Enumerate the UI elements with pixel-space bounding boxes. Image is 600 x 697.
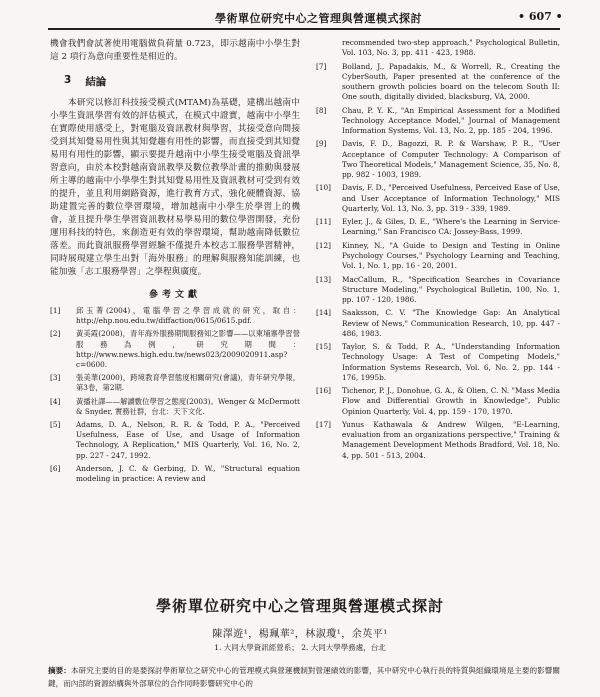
reference-item <box>50 306 300 326</box>
reference-number: [12] <box>316 240 331 250</box>
reference-number: [14] <box>316 308 331 318</box>
reference-item <box>316 275 560 306</box>
reference-text: recommended two-step approach," Psychological Bulletin, Vol. 103, No. 3, pp. 411 - 423, 1988. <box>342 38 560 58</box>
reference-text: Tichenor, P. J., Donohue, G. A., & Olien, C. N. "Mass Media Flow and Differential Growth in Knowledge", Public Opinion Quarterly, Vol. 4, pp. 159 - 170, 1970. <box>342 386 560 416</box>
reference-number: [4] <box>50 396 61 406</box>
reference-item <box>50 329 300 370</box>
abstract <box>48 664 560 690</box>
reference-number: [9] <box>316 139 327 149</box>
reference-text: Davis, F. D., "Perceived Usefulness, Perceived Ease of Use, and User Acceptance of Information Technology," MIS Quarterly, Vol. 13, No. 3, pp. 319 - 339, 1989. <box>342 183 560 213</box>
reference-number: [17] <box>316 419 331 429</box>
reference-item <box>50 420 300 461</box>
reference-text: Anderson, J. C. & Gerbing, D. W., "Structural equation modeling in practice: A review and <box>76 463 300 484</box>
reference-number: [7] <box>316 61 327 71</box>
reference-number: [6] <box>50 463 61 473</box>
right-column <box>316 38 560 464</box>
reference-text: 黃美霞(2008)，青年海外服務期間服務知之影響——以柬埔寨學習營服務為例，研究期間：http://www.news.high.edu.tw/news023/2009020911.asp?c=0600. <box>76 329 300 370</box>
reference-item <box>316 342 560 383</box>
abstract-text: 本研究主要的目的是要探討學術單位之研究中心的管理模式與營運機制對營運績效的影響，其中研究中心執行長的特質與組織環境是主要的影響關鍵，而內部的資源結構與外部單位的合作同時影響研究中心的 <box>48 666 561 688</box>
reference-item <box>50 373 300 393</box>
reference-number: [16] <box>316 386 331 396</box>
reference-number: [8] <box>316 105 327 115</box>
references-heading: 參考文獻 <box>148 290 201 300</box>
reference-item <box>316 241 560 272</box>
reference-item <box>50 397 300 417</box>
reference-text: Chau, P. Y. K., "An Empirical Assessment for a Modified Technology Acceptance Model," Journal of Management Information Systems, Vol. 13, No. 2, pp. 185 - 204, 1996. <box>342 105 560 135</box>
reference-text: Kinney, N., "A Guide to Design and Testing in Online Psychology Courses," Psychology Learning and Teaching, Vol. 1, No. 1, pp. 16 - 20, 2001. <box>342 240 560 271</box>
reference-item <box>50 464 300 484</box>
reference-item <box>316 217 560 237</box>
page-number: • 607 • <box>518 10 563 23</box>
reference-text: Taylor, S. & Todd, P. A., "Understanding Information Technology Usage: A Test of Competing Models," Information Systems Research, Vol. 6, No. 2, pp. 144 - 176, 1995b. <box>342 342 560 382</box>
reference-item <box>316 38 560 58</box>
header-rule <box>48 28 560 30</box>
section-number: 3 <box>64 74 72 86</box>
reference-text: 張美華(2000)，跨境教育學習態度相關研究(會議)，青年研究學報，第3卷，第2期. <box>76 373 300 393</box>
reference-text: Davis, F. D., Bagozzi, R. P. & Warshaw, P. R., "User Acceptance of Computer Technology: A Comparison of Two Theoretical Models," Management Science, 35, No. 8, pp. 982 - 1003, 1989. <box>342 139 560 179</box>
reference-text: Yunus Kathawala & Andrew Wilgen, "E-Learning, evaluation from an organizations perspective," Training & Management Development Methods Bradford, Vol. 18, No. 4, pp. 501 - 513, 2004. <box>342 419 560 460</box>
reference-number: [3] <box>50 373 61 383</box>
reference-item <box>316 139 560 180</box>
reference-number: [11] <box>316 217 331 227</box>
reference-text: Saaksson, C. V. "The Knowledge Gap: An Analytical Review of News," Communication Research, 10, pp. 447 - 486, 1983. <box>342 308 560 338</box>
reference-number: [10] <box>316 183 331 193</box>
reference-list-left <box>50 306 300 484</box>
affiliations: 1. 大同大學資訊經營系； 2. 大同大學學務處，台北 <box>214 643 386 652</box>
reference-number: [2] <box>50 329 61 339</box>
section-title: 結論 <box>85 76 107 88</box>
intro-paragraph: 機會我們會試著使用電腦做負荷量 0.723，即示越南中小學生對這 2 項行為意向重要性是相近的。 <box>50 39 300 62</box>
reference-item <box>316 420 560 461</box>
reference-number <box>316 38 342 58</box>
article-title: 學術單位研究中心之管理與營運模式探討 <box>155 597 444 615</box>
left-column <box>50 38 300 487</box>
reference-item <box>316 183 560 214</box>
reference-text: 邱玉菁(2004)，電腦學習之學習成就的研究，取自：http://ehp.nou.edu.tw/diffaction/0615/0615.pdf. <box>76 306 300 326</box>
reference-list-right <box>316 38 560 461</box>
author-list: 陳澤遊¹，楊珮華²，林淑瓊¹，余英平¹ <box>212 629 388 640</box>
reference-number: [5] <box>50 420 61 430</box>
reference-number: [15] <box>316 342 331 352</box>
conclusion-paragraph: 本研究以修訂科技接受模式(MTAM)為基礎，建構出越南中小學生資訊學習有效的評估模式，在模式中證實，越南中小學生在實際使用感受上，對電腦及資訊教材與學習，其接受意向間接受到其知覺易用性與其知覺趨有用性的影響，而直接受到其知覺易用有用性的影響，顯示要提升越南中小學生接受電腦及資訊學習意向，由於本校對越南資訊教學及數位教學計畫的推動與發展所主導的越南中小學學生對其知覺易用性及資訊教材可受到有效的提升，並且利用網路資源，進行教育方式，強化硬體資源、協助建置完善的數位學習環境，增加越南中小學生於學習上的機會，並且提升學生學習資訊教材易學易用的數位學習開發，充份運用科技的特色，來創造更有效的學習環境，幫助越南降低數位落差。而此資訊服務學習經驗不僅提升本校志工服務學習精神，同時展現建立學生出對「海外服務」的理解與服務知能訓練，也能加強「志工服務學習」之學程與廣度。 <box>50 98 300 277</box>
reference-text: Adams, D. A., Nelson, R. R. & Todd, P. A., "Perceived Usefulness, Ease of Use, and Usage of Information Technology, A Replication," MIS Quarterly, Vol. 16, No. 2, pp. 227 - 247, 1992. <box>76 420 300 460</box>
reference-text: Bolland, J., Papadakis, M., & Worrell, R., Creating the CyberSouth, Paper presented at the conference of the southern growth policies board on the telecom South II: One south, digitally divided, blacksburg, VA, 2000. <box>342 61 560 102</box>
reference-item <box>316 62 560 103</box>
reference-number: [13] <box>316 274 331 284</box>
abstract-label: 摘要： <box>48 666 71 675</box>
reference-text: 黃播社譯——解讀數位學習之態度(2003)。Wenger & McDermott & Snyder, 實務社群，台北：天下文化. <box>76 396 300 416</box>
reference-item <box>316 106 560 137</box>
reference-item <box>316 308 560 339</box>
header-title: 學術單位研究中心之管理與營運模式探討 <box>215 12 422 25</box>
reference-text: MacCallum, R., "Specification Searches in Covariance Structure Modeling," Psychological Bulletin, 100, No. 1, pp. 107 - 120, 1986. <box>342 274 560 304</box>
reference-number: [1] <box>50 306 61 315</box>
running-header <box>0 0 600 30</box>
reference-item <box>316 386 560 417</box>
reference-text: Eyler, J., & Giles, D. E., "Where's the Learning in Service-Learning," San Francisco CA: Jossey-Bass, 1999. <box>342 217 560 237</box>
section-heading <box>64 74 300 89</box>
